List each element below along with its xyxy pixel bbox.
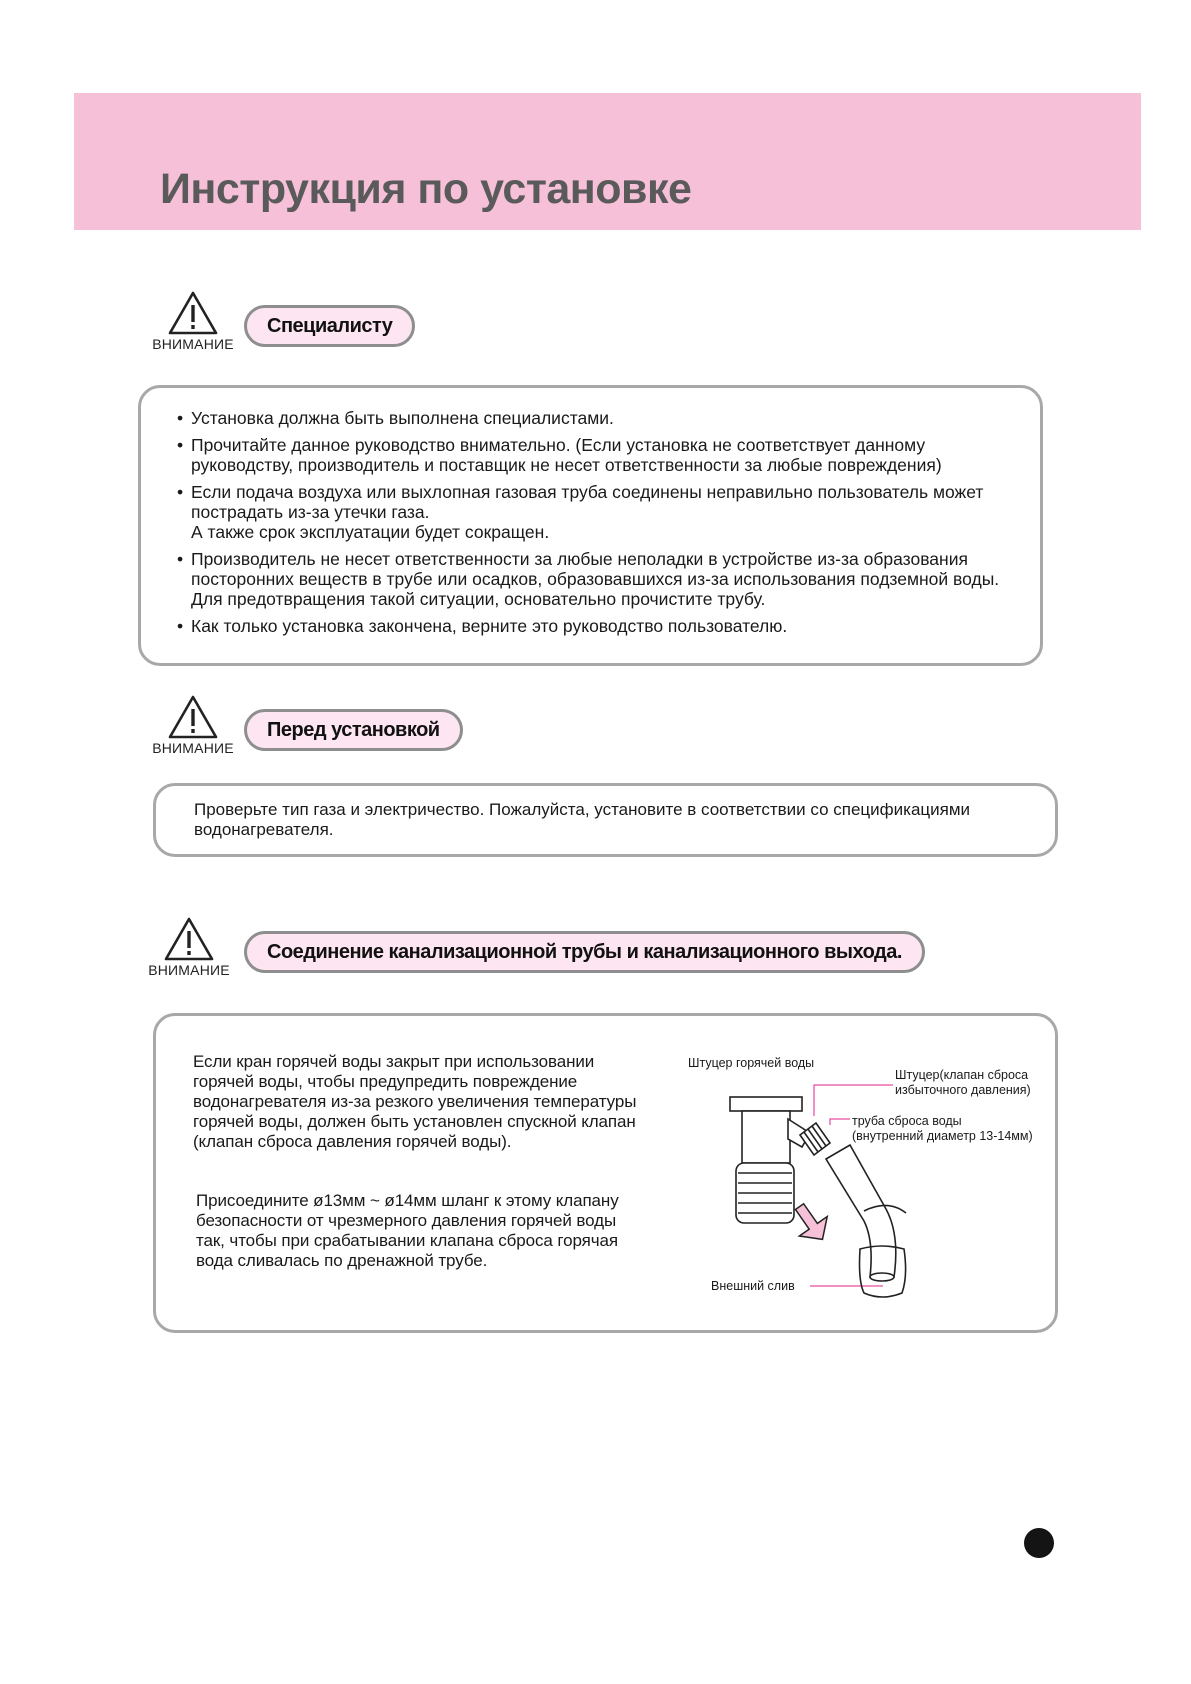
drain-hose <box>826 1145 906 1297</box>
warning-sign <box>141 916 237 996</box>
warning-sign <box>145 694 241 774</box>
diagram-label: труба сброса воды <box>852 1114 962 1128</box>
diagram-label: Штуцер горячей воды <box>688 1056 815 1070</box>
diagram-label: Штуцер(клапан сброса <box>895 1068 1029 1082</box>
hot-water-fitting <box>730 1097 830 1223</box>
before-install-text: Проверьте тип газа и электричество. Пожалуйста, установите в соответствии со спецификациями водонагревателя. <box>194 800 971 839</box>
warning-icon <box>167 694 219 740</box>
list-item: • Прочитайте данное руководство внимательно. (Если установка не соответствует данному руководству, производитель и поставщик не несет ответственности за любые повреждения) <box>177 435 1022 475</box>
drain-paragraph-1: Если кран горячей воды закрыт при использовании горячей воды, чтобы предупредить повреждение водонагревателя из-за резкого увеличения температуры горячей воды, должен быть установлен спускной клапан (клапан сброса давления горячей воды). <box>193 1052 637 1151</box>
drain-paragraph-2: Присоедините ø13мм ~ ø14мм шланг к этому клапану безопасности от чрезмерного давления горячей воды так, чтобы при срабатывании клапана сброса горячая вода сливалась по дренажной трубе. <box>196 1191 619 1270</box>
before-install-box <box>153 783 1058 857</box>
page-title: Инструкция по установке <box>160 165 692 213</box>
diagram-label: (внутренний диаметр 13-14мм) <box>852 1129 1033 1143</box>
list-item: • Установка должна быть выполнена специалистами. <box>177 408 1022 428</box>
section-title-before-install: Перед установкой <box>244 709 463 751</box>
drain-box <box>153 1013 1058 1333</box>
warning-label: ВНИМАНИЕ <box>152 740 234 756</box>
list-item: • Производитель не несет ответственности за любые неполадки в устройстве из-за образования посторонних веществ в трубе или осадков, образовавшихся из-за использования подземной воды. Для предотвращения такой ситуации, основательно прочистите трубу. <box>177 549 1022 609</box>
warning-icon <box>167 290 219 336</box>
section-title-drain-connection: Соединение канализационной трубы и канализационного выхода. <box>244 931 925 973</box>
specialist-list <box>177 408 1022 643</box>
diagram-label: Внешний слив <box>711 1279 795 1293</box>
page-marker <box>1024 1528 1054 1558</box>
diagram-label: избыточного давления) <box>895 1083 1031 1097</box>
relief-valve-diagram <box>688 1031 1048 1301</box>
warning-icon <box>163 916 215 962</box>
list-item: • Если подача воздуха или выхлопная газовая труба соединены неправильно пользователь может пострадать из-за утечки газа. А также срок эксплуатации будет сокращен. <box>177 482 1022 542</box>
section-title-specialist: Специалисту <box>244 305 415 347</box>
header-band <box>74 93 1141 230</box>
warning-label: ВНИМАНИЕ <box>152 336 234 352</box>
warning-sign <box>145 290 241 370</box>
warning-label: ВНИМАНИЕ <box>148 962 230 978</box>
specialist-box <box>138 385 1043 666</box>
list-item: • Как только установка закончена, верните это руководство пользователю. <box>177 616 1022 636</box>
